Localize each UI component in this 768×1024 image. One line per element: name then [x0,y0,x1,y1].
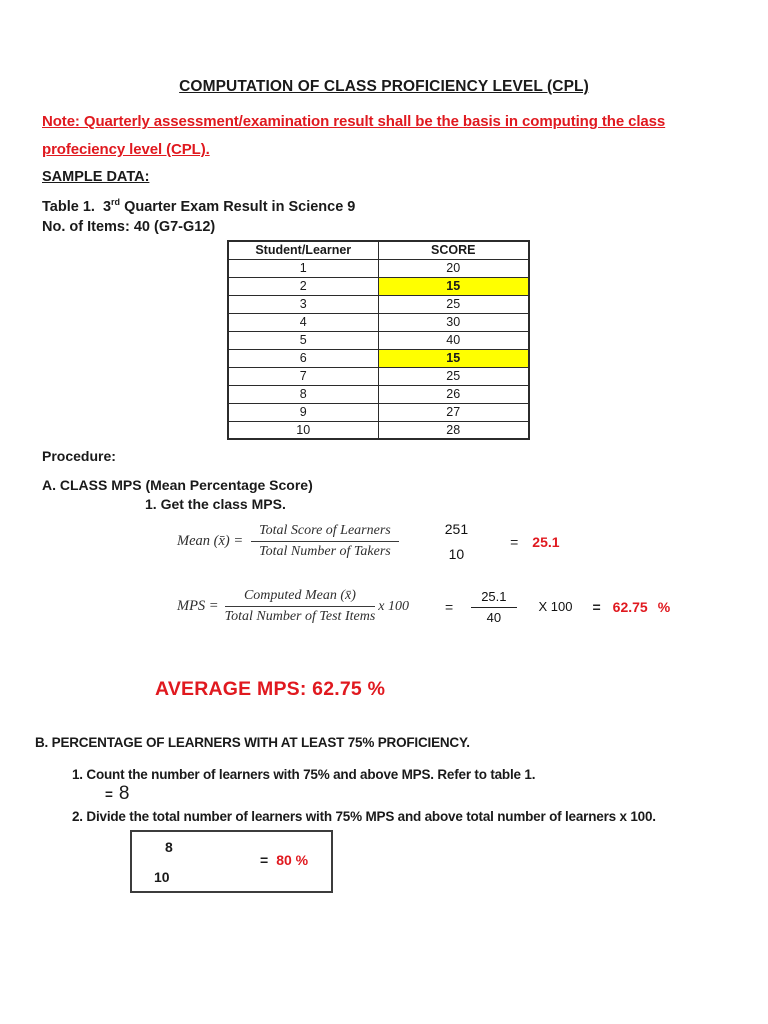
table-row [228,277,529,295]
mps-numerator: Computed Mean (x̄) [225,588,376,607]
score-cell: 20 [378,259,529,277]
section-a-heading: A. CLASS MPS (Mean Percentage Score) [42,477,313,493]
table-row [228,259,529,277]
student-cell: 8 [228,385,378,403]
student-cell: 3 [228,295,378,313]
table-row [228,385,529,403]
computed-mean-value: 25.1 [471,589,516,608]
table-row [228,349,529,367]
percentage-result: 80 % [276,852,309,868]
equals-sign: = [510,533,519,550]
mean-formula [177,521,560,562]
value-fraction [471,589,516,625]
mean-values-stack [445,521,468,562]
learner-count-result [105,783,129,805]
times-100-italic: x 100 [378,598,409,614]
section-b-step1: 1. Count the number of learners with 75% and above MPS. Refer to table 1. [72,767,536,782]
equals-sign: = [592,598,601,615]
section-b-heading: B. PERCENTAGE OF LEARNERS WITH AT LEAST 75% PROFICIENCY. [35,735,470,750]
table-row [228,367,529,385]
student-cell: 2 [228,277,378,295]
total-score-value: 251 [444,521,469,537]
score-cell: 30 [378,313,529,331]
sample-data-heading: SAMPLE DATA: [42,169,150,185]
mean-numerator: Total Score of Learners [251,523,399,542]
student-cell: 7 [228,367,378,385]
test-items-value: 40 [486,609,502,625]
table-row [228,331,529,349]
score-cell: 26 [378,385,529,403]
mps-fraction [225,588,376,625]
table-caption [42,197,355,215]
table-row [228,403,529,421]
percent-sign: % [657,598,671,615]
header-student-learner: Student/Learner [228,241,378,259]
score-cell: 40 [378,331,529,349]
mps-denominator: Total Number of Test Items [224,609,376,624]
student-cell: 5 [228,331,378,349]
mean-denominator: Total Number of Takers [259,544,391,559]
ordinal-superscript: rd [111,197,121,207]
score-cell-highlighted: 15 [378,349,529,367]
table-caption-pre: Table 1. 3 [42,198,112,215]
box-numerator: 8 [165,839,173,855]
note-line-2: profeciency level (CPL). [42,141,210,158]
procedure-heading: Procedure: [42,448,116,464]
section-a-step1: 1. Get the class MPS. [145,496,286,512]
mean-fraction [251,523,399,560]
score-table [227,240,530,440]
average-mps-line: AVERAGE MPS: 62.75 % [155,678,386,700]
student-cell: 10 [228,421,378,439]
header-score: SCORE [378,241,529,259]
mps-formula [177,588,670,625]
box-answer [260,852,308,868]
student-cell: 1 [228,259,378,277]
mps-lhs: MPS = [177,598,219,614]
score-cell: 25 [378,367,529,385]
table-header-row [228,241,529,259]
equals-sign: = [105,787,113,802]
score-cell-highlighted: 15 [378,277,529,295]
mean-result: 25.1 [532,533,560,550]
count-value: 8 [118,783,130,804]
table-row [228,421,529,439]
student-cell: 6 [228,349,378,367]
times-100: X 100 [538,599,573,614]
equals-sign: = [445,598,454,615]
table-caption-post: Quarter Exam Result in Science 9 [120,198,356,215]
total-takers-value: 10 [448,546,465,562]
section-b-step2: 2. Divide the total number of learners with 75% MPS and above total number of learners x 100. [72,809,656,824]
page-title: COMPUTATION OF CLASS PROFICIENCY LEVEL (CPL) [179,78,589,95]
mps-result: 62.75 [612,598,648,615]
score-cell: 27 [378,403,529,421]
note-paragraph [42,108,722,164]
score-cell: 25 [378,295,529,313]
table-row [228,313,529,331]
box-denominator: 10 [154,869,170,885]
student-cell: 9 [228,403,378,421]
student-cell: 4 [228,313,378,331]
score-cell: 28 [378,421,529,439]
items-count-line: No. of Items: 40 (G7-G12) [42,219,216,235]
result-box [130,830,333,893]
mean-lhs: Mean (x̄) = [177,533,244,549]
table-row [228,295,529,313]
note-line-1: Note: Quarterly assessment/examination result shall be the basis in computing the class [42,113,666,130]
equals-sign: = [260,852,269,868]
